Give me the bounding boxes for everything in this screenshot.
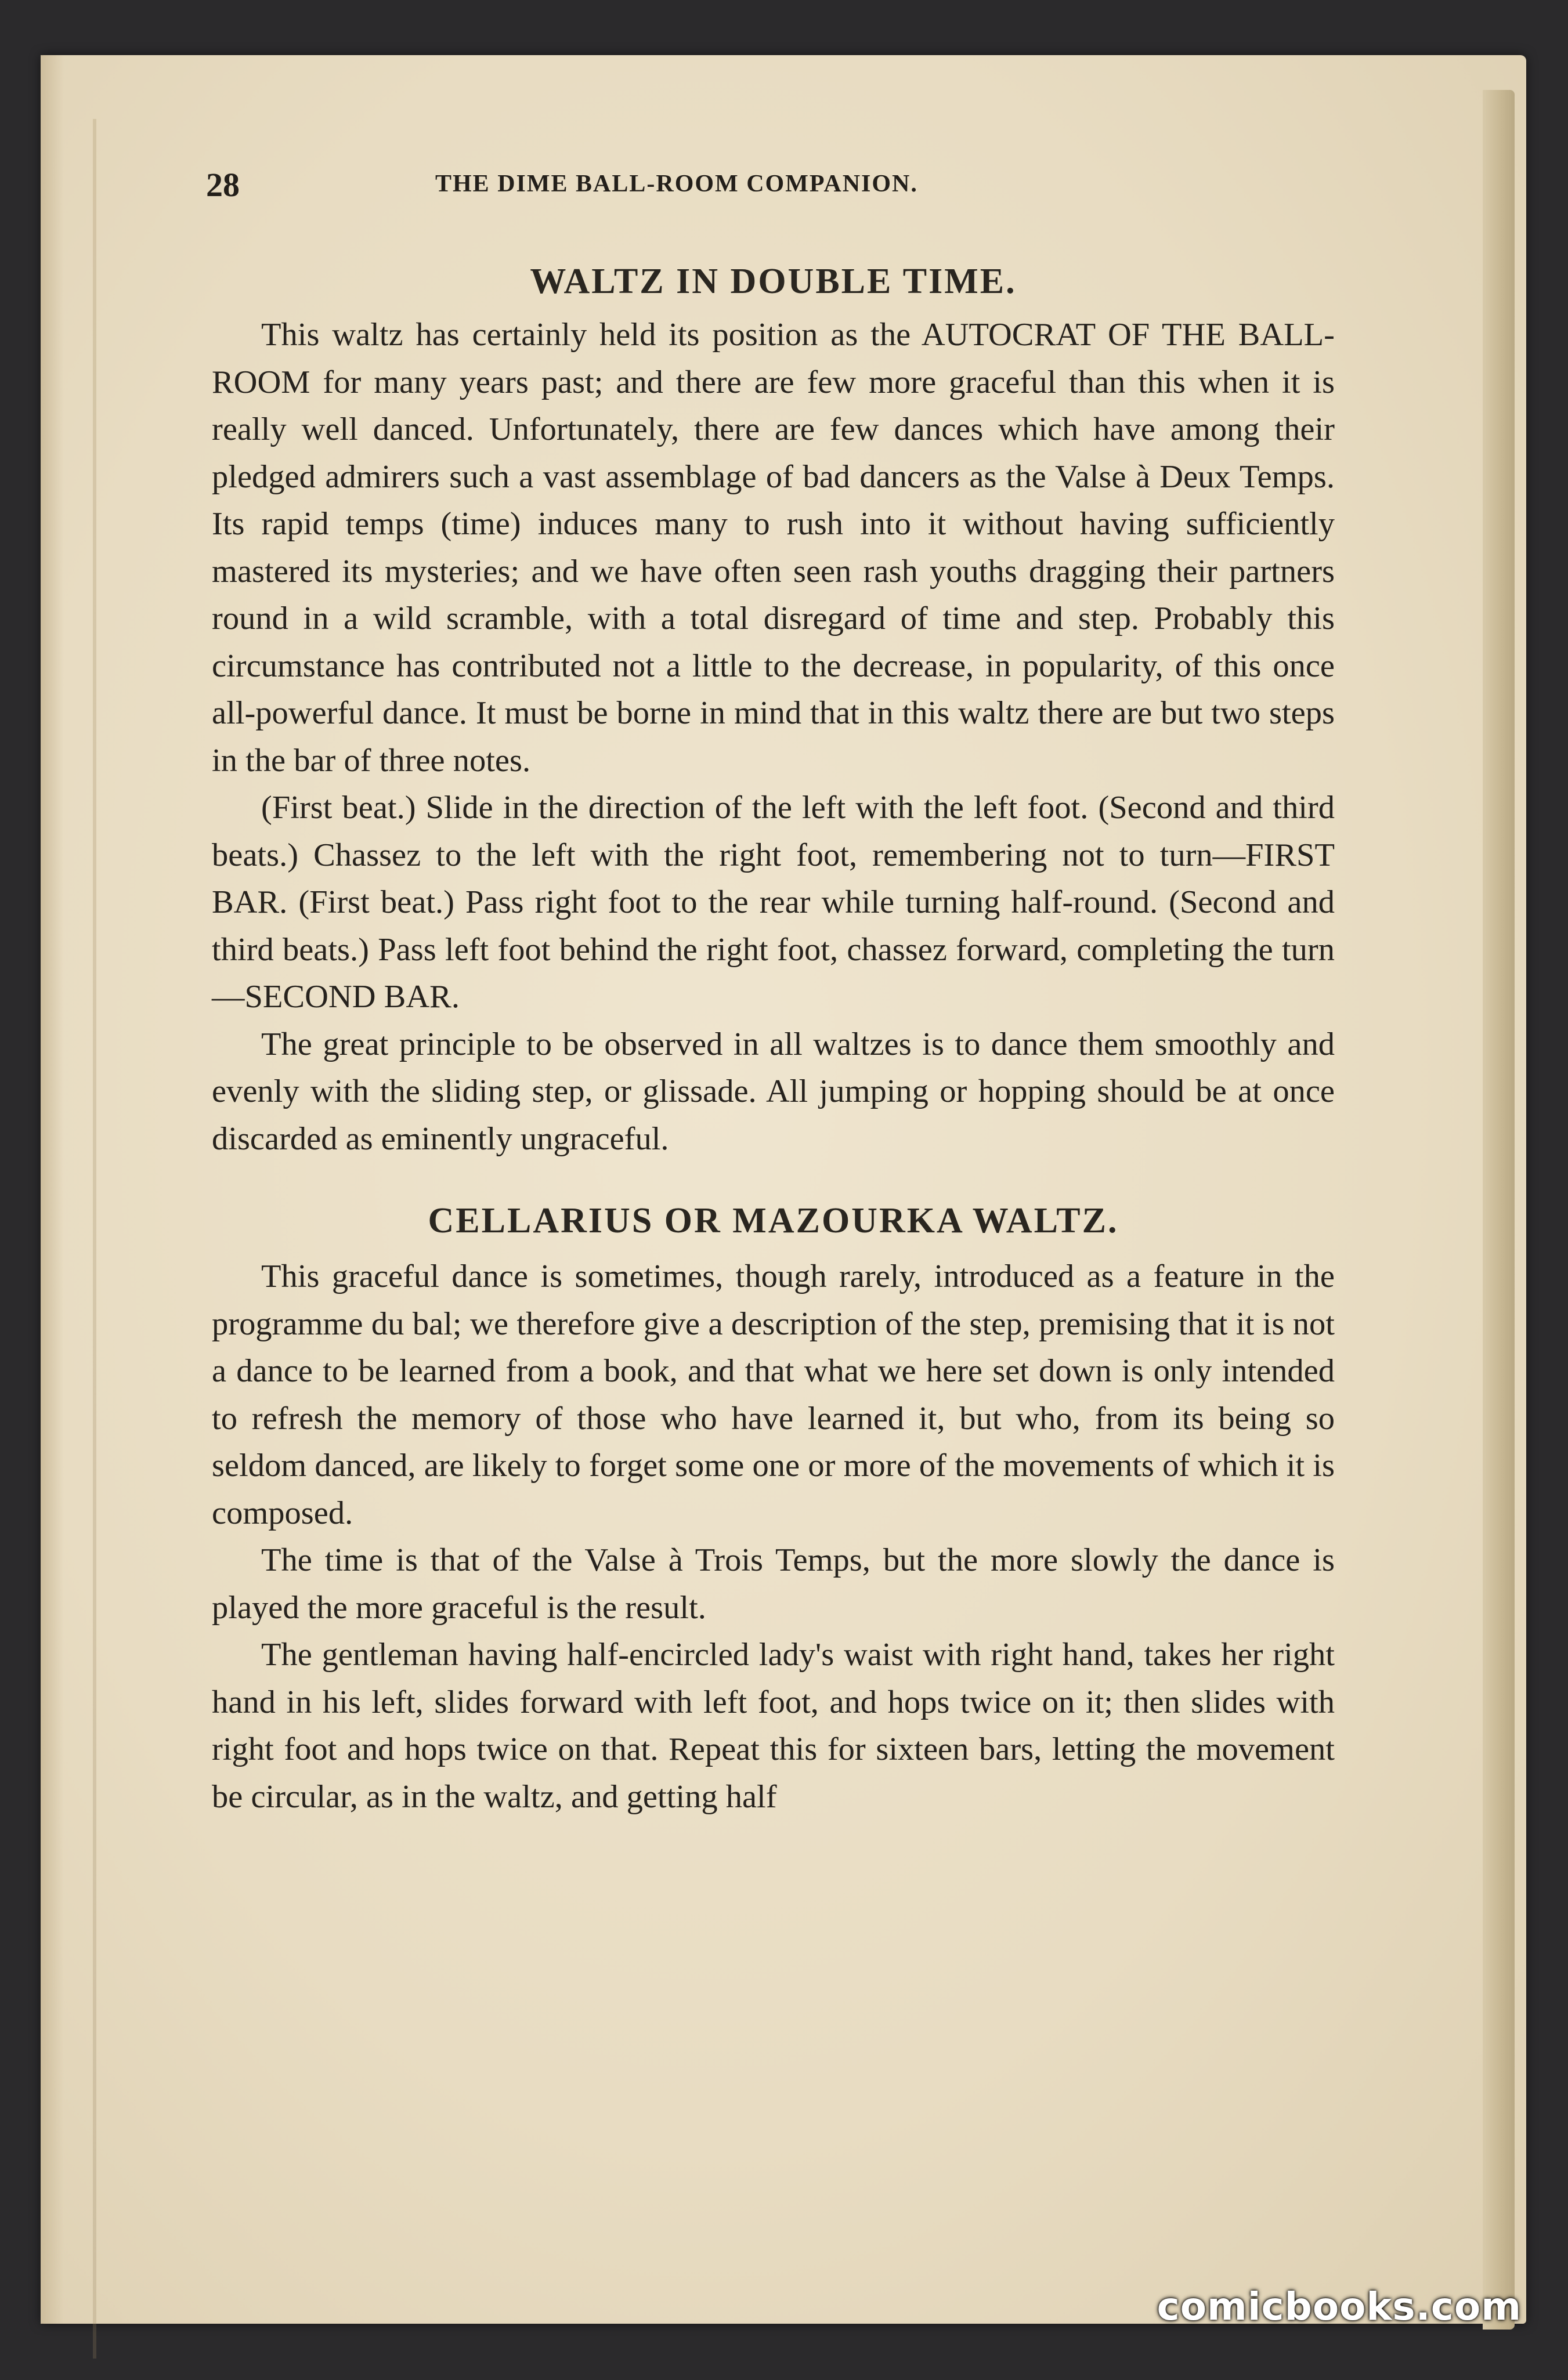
gutter-fold xyxy=(93,119,96,2359)
running-head: THE DIME BALL-ROOM COMPANION. xyxy=(435,171,918,197)
page-content xyxy=(212,258,1335,1821)
page-edge xyxy=(1483,90,1515,2330)
paragraph: This waltz has certainly held its position as the AUTOCRAT OF THE BALL-ROOM for many years past; and there are few more graceful than this when it is really well danced. Unfortunately, there are few dances which have among their pledged admirers such a vast assemblage of bad dancers as the Valse à Deux Temps. Its rapid temps (time) induces many to rush into it without having sufficiently mastered its mysteries; and we have often seen rash youths dragging their partners round in a wild scramble, with a total disregard of time and step. Probably this circumstance has contributed not a little to the decrease, in popularity, of this once all-powerful dance. It must be borne in mind that in this waltz there are but two steps in the bar of three notes. xyxy=(212,317,1335,779)
paragraph: (First beat.) Slide in the direction of the left with the left foot. (Second and third beats.) Chassez to the left with the right foot, remembering not to turn—FIRST BAR. (First beat.) Pass right foot to the rear while turning half-round. (Second and third beats.) Pass left foot behind the right foot, chassez forward, completing the turn—SECOND BAR. xyxy=(212,790,1335,1015)
section-title-waltz-double-time: WALTZ IN DOUBLE TIME. xyxy=(530,262,1017,301)
page-number: 28 xyxy=(206,166,240,204)
watermark: comicbooks.com xyxy=(1157,2284,1522,2329)
paragraph: This graceful dance is sometimes, though rarely, introduced as a feature in the programme du bal; we therefore give a description of the step, premising that it is not a dance to be learned from a book, and that what we here set down is only intended to refresh the memory of those who have learned it, but who, from its being so seldom danced, are likely to forget some one or more of the movements of which it is composed. xyxy=(212,1258,1335,1531)
paragraph: The time is that of the Valse à Trois Temps, but the more slowly the dance is played the more graceful is the result. xyxy=(212,1542,1335,1626)
paragraph: The great principle to be observed in all waltzes is to dance them smoothly and evenly with the sliding step, or glissade. All jumping or hopping should be at once discarded as eminently ungraceful. xyxy=(212,1026,1335,1157)
paragraph: The gentleman having half-encircled lady's waist with right hand, takes her right hand in his left, slides forward with left foot, and hops twice on it; then slides with right foot and hops twice on that. Repeat this for sixteen bars, letting the movement be circular, as in the waltz, and getting half xyxy=(212,1637,1335,1815)
section-title-cellarius-waltz: CELLARIUS OR MAZOURKA WALTZ. xyxy=(428,1201,1119,1240)
